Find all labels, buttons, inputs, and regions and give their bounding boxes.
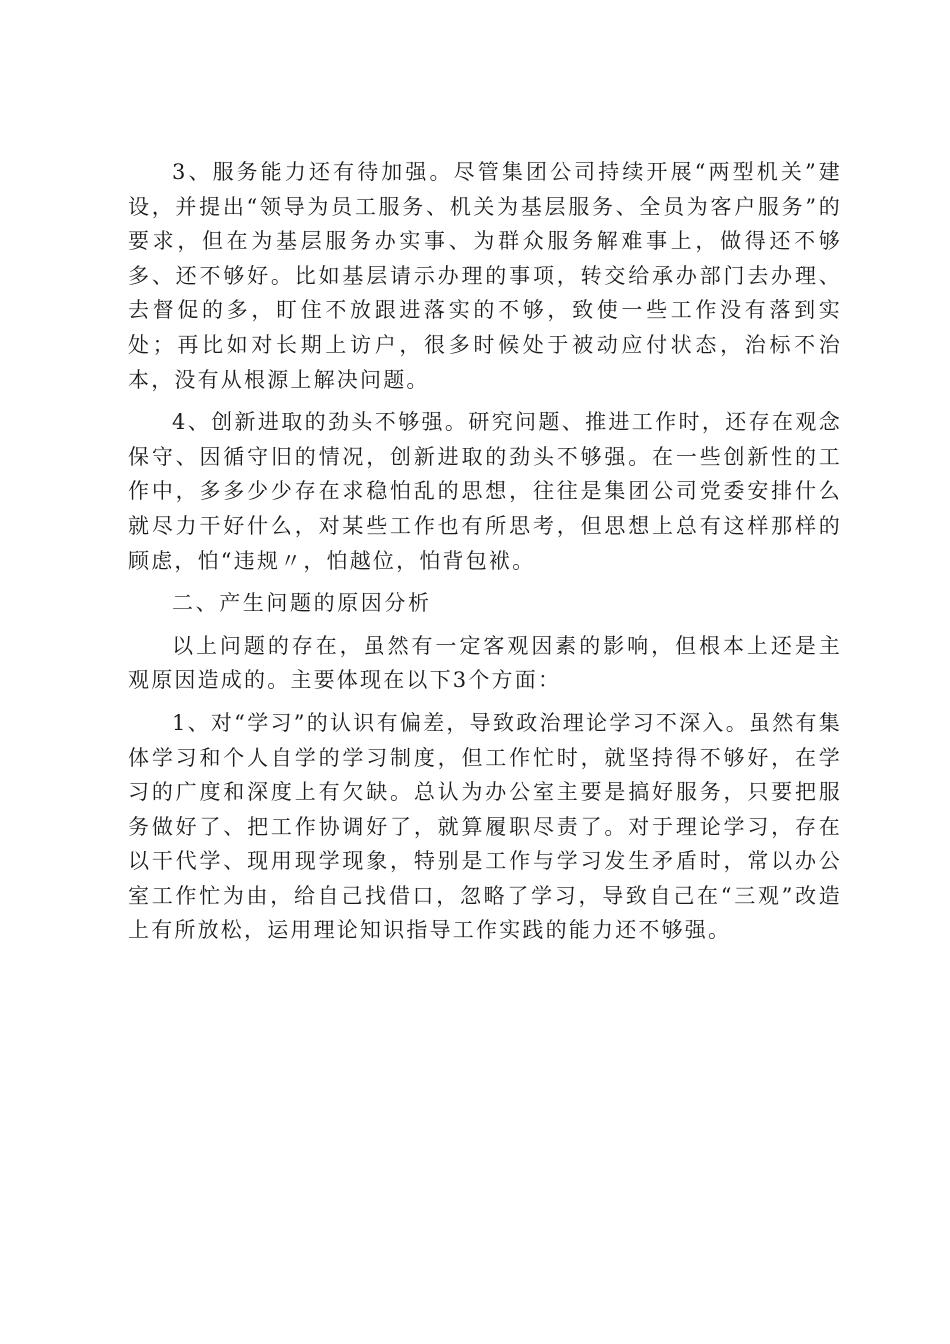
paragraph-learning: 1、对“学习”的认识有偏差，导致政治理论学习不深入。虽然有集体学习和个人自学的学习制度，但工作忙时，就坚持得不够好，在学习的广度和深度上有欠缺。总认为办公室主要是搞好服务，只要把服务做好了、把工作协调好了，就算履职尽责了。对于理论学习，存在以干代学、现用现学现象，特别是工作与学习发生矛盾时，常以办公室工作忙为由，给自己找借口，忽略了学习，导致自己在“三观”改造上有所放松，运用理论知识指导工作实践的能力还不够强。 <box>128 710 842 943</box>
document-body <box>128 155 842 956</box>
paragraph-innovation: 4、创新进取的劲头不够强。研究问题、推进工作时，还存在观念保守、因循守旧的情况，创新进取的劲头不够强。在一些创新性的工作中，多多少少存在求稳怕乱的思想，往往是集团公司党委安排什么就尽力干好什么，对某些工作也有所思考，但思想上总有这样那样的顾虑，怕“违规〃，怕越位，怕背包袱。 <box>128 410 842 573</box>
section-heading-cause-analysis: 二、产生问题的原因分析 <box>172 591 432 616</box>
paragraph-cause-intro: 以上问题的存在，虽然有一定客观因素的影响，但根本上还是主观原因造成的。主要体现在以下3个方面： <box>128 633 842 693</box>
paragraph-service-ability: 3、服务能力还有待加强。尽管集团公司持续开展“两型机关”建设，并提出“领导为员工服务、机关为基层服务、全员为客户服务”的要求，但在为基层服务办实事、为群众服务解难事上，做得还不够多、还不够好。比如基层请示办理的事项，转交给承办部门去办理、去督促的多，盯住不放跟进落实的不够，致使一些工作没有落到实处；再比如对长期上访户，很多时候处于被动应付状态，治标不治本，没有从根源上解决问题。 <box>128 160 842 392</box>
